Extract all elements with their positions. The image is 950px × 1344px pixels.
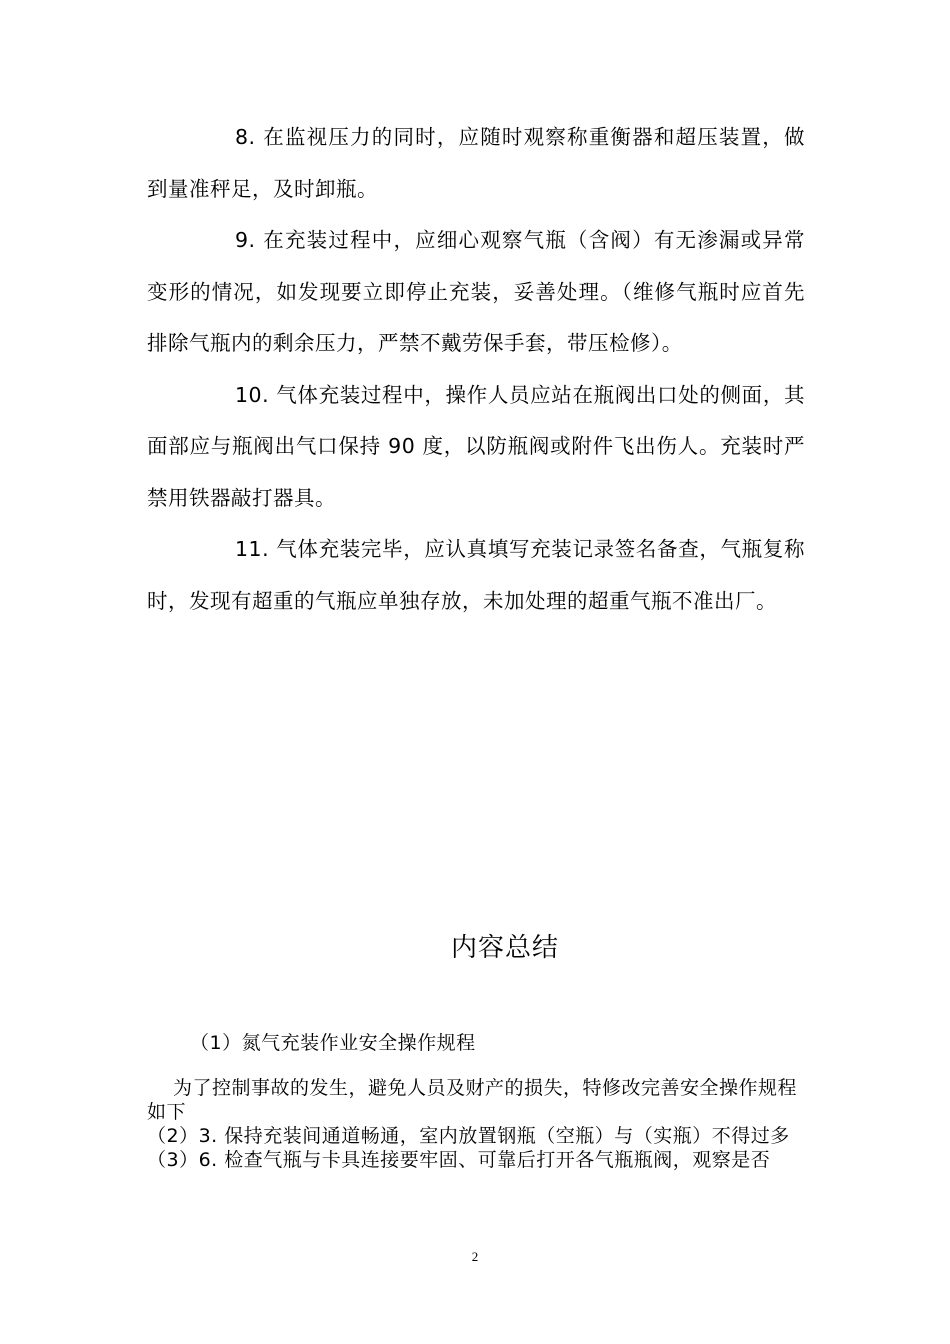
summary-item-3: （3）6. 检查气瓶与卡具连接要牢固、可靠后打开各气瓶瓶阀，观察是否: [147, 1149, 771, 1171]
paragraph-item-8: 8. 在监视压力的同时，应随时观察称重衡器和超压装置，做到量准秤足，及时卸瓶。: [147, 125, 805, 201]
paragraph-item-11: 11. 气体充装完毕，应认真填写充装记录签名备查，气瓶复称时，发现有超重的气瓶应单独存放，未加处理的超重气瓶不准出厂。: [147, 537, 805, 613]
summary-block: [147, 1076, 807, 1172]
summary-title: 内容总结: [450, 933, 559, 963]
summary-item-1: （1）氮气充装作业安全操作规程: [190, 1032, 476, 1054]
summary-intro: 为了控制事故的发生，避免人员及财产的损失，特修改完善安全操作规程如下: [147, 1077, 798, 1123]
paragraph-item-10: 10. 气体充装过程中，操作人员应站在瓶阀出口处的侧面，其面部应与瓶阀出气口保持 90 度，以防瓶阀或附件飞出伤人。充装时严禁用铁器敲打器具。: [147, 382, 805, 510]
page-number: 2: [471, 1249, 479, 1264]
summary-item-2: （2）3. 保持充装间通道畅通，室内放置钢瓶（空瓶）与（实瓶）不得过多: [147, 1125, 790, 1147]
paragraph-item-9: 9. 在充装过程中，应细心观察气瓶（含阀）有无渗漏或异常变形的情况，如发现要立即停止充装，妥善处理。（维修气瓶时应首先排除气瓶内的剩余压力，严禁不戴劳保手套，带压检修）。: [147, 228, 805, 355]
document-body: [147, 112, 805, 627]
